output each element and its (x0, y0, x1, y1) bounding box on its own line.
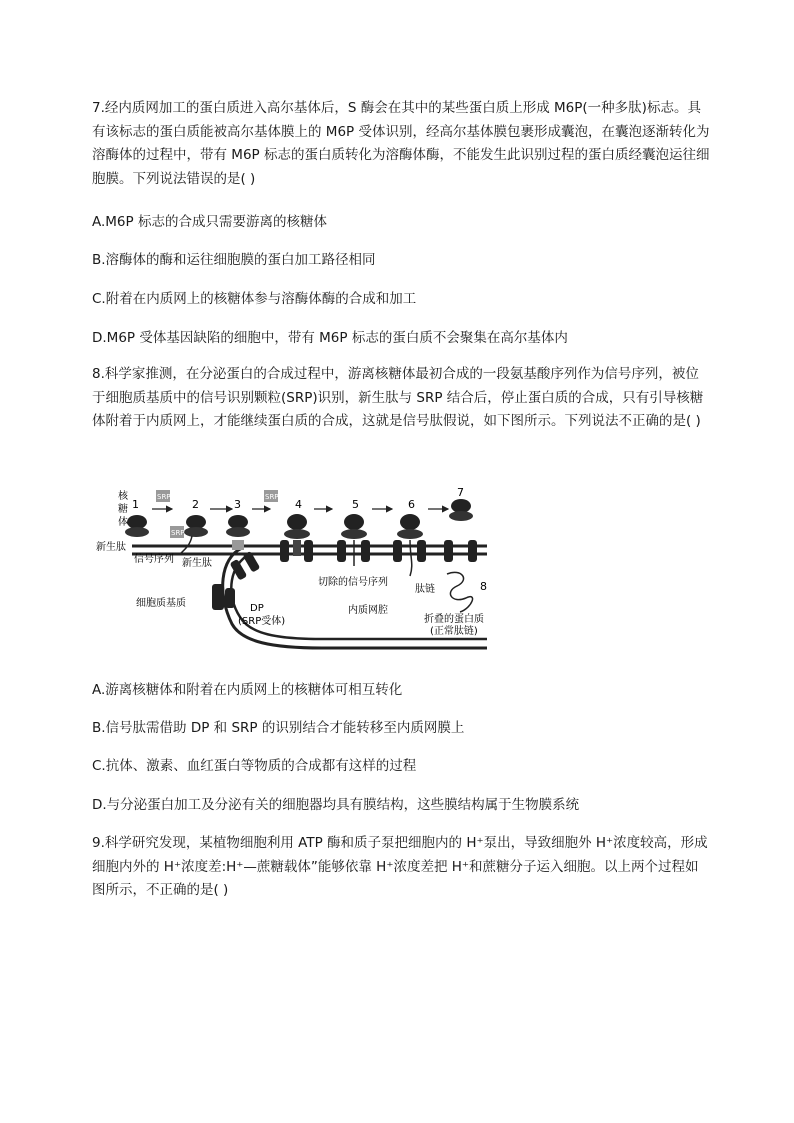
label-cleaved-signal: 切除的信号序列 (318, 577, 388, 588)
step-1: 1 (132, 498, 139, 511)
svg-text:糖: 糖 (118, 504, 128, 515)
question-8-option-d: D.与分泌蛋白加工及分泌有关的细胞器均具有膜结构，这些膜结构属于生物膜系统 (92, 797, 580, 813)
label-dp: DP (250, 603, 264, 614)
step-5: 5 (352, 498, 359, 511)
question-7-option-c: C.附着在内质网上的核糖体参与溶酶体酶的合成和加工 (92, 291, 417, 307)
question-8-option-b: B.信号肽需借助 DP 和 SRP 的识别结合才能转移至内质网膜上 (92, 720, 465, 736)
srp-particle-4 (232, 540, 244, 550)
label-signal-sequence: 信号序列 (134, 554, 174, 565)
question-8-option-a: A.游离核糖体和附着在内质网上的核糖体可相互转化 (92, 682, 403, 698)
svg-text:SRP: SRP (171, 529, 185, 537)
bound-ribosome-4 (280, 514, 313, 562)
question-7-option-a: A.M6P 标志的合成只需要游离的核糖体 (92, 214, 327, 230)
label-folded-protein: 折叠的蛋白质 (424, 614, 484, 625)
question-7-stem: 7.经内质网加工的蛋白质进入高尔基体后，S 酶会在其中的某些蛋白质上形成 M6P(一种多肽)标志。具有该标志的蛋白质能被高尔基体膜上的 M6P 受体识别，经高尔基体膜包裹形成囊泡，在囊泡逐渐转化为溶酶体的过程中，带有 M6P 标志的蛋白质转化为溶酶体酶，不能发生此识别过程的蛋白质经囊泡运往细胞膜。下列说法错误的是( ) (92, 100, 710, 187)
question-7-option-d: D.M6P 受体基因缺陷的细胞中，带有 M6P 标志的蛋白质不会聚集在高尔基体内 (92, 330, 568, 346)
folded-protein-coil (447, 572, 473, 612)
ribosome-label-1: 核 (118, 491, 128, 502)
bound-ribosome-6 (393, 514, 426, 576)
ribosome-3 (226, 515, 250, 537)
step-6: 6 (408, 498, 415, 511)
svg-text:SRP: SRP (157, 493, 171, 501)
question-8-stem: 8.科学家推测，在分泌蛋白的合成过程中，游离核糖体最初合成的一段氨基酸序列作为信号序列，被位于细胞质基质中的信号识别颗粒(SRP)识别，新生肽与 SRP 结合后，停止蛋白质的合成，只有引导核糖体附着于内质网上，才能继续蛋白质的合成，这就是信号肽假说，如下图所示。下列说法不正确的是( ) (92, 366, 704, 429)
label-er-lumen: 内质网腔 (348, 605, 388, 616)
question-7-option-b: B.溶酶体的酶和运往细胞膜的蛋白加工路径相同 (92, 252, 376, 268)
label-normal-chain: (正常肽链) (430, 626, 478, 637)
step-2: 2 (192, 498, 199, 511)
step-3: 3 (234, 498, 241, 511)
svg-text:SRP: SRP (265, 493, 279, 501)
ribosome-1 (125, 515, 149, 537)
bound-ribosome-5 (337, 514, 370, 566)
label-peptide-chain: 肽链 (415, 584, 435, 595)
step-8: 8 (480, 580, 487, 593)
signal-peptide-diagram (92, 484, 512, 654)
label-nascent-peptide-2: 新生肽 (182, 558, 212, 569)
label-nascent-peptide: 新生肽 (96, 542, 126, 553)
step-4: 4 (295, 498, 302, 511)
signal-peptide-svg (92, 484, 512, 654)
label-cytosol: 细胞质基质 (136, 598, 186, 609)
question-9-stem: 9.科学研究发现，某植物细胞利用 ATP 酶和质子泵把细胞内的 H⁺泵出，导致细胞外 H⁺浓度较高，形成细胞内外的 H⁺浓度差:H⁺—蔗糖载体”能够依靠 H⁺浓度差把 H⁺和蔗糖分子运入细胞。以上两个过程如图所示，不正确的是( ) (92, 835, 708, 898)
svg-text:体: 体 (118, 517, 128, 528)
label-srp-receptor: (SRP受体) (238, 616, 286, 627)
step-7: 7 (457, 486, 464, 499)
question-8-option-c: C.抗体、激素、血红蛋白等物质的合成都有这样的过程 (92, 758, 417, 774)
